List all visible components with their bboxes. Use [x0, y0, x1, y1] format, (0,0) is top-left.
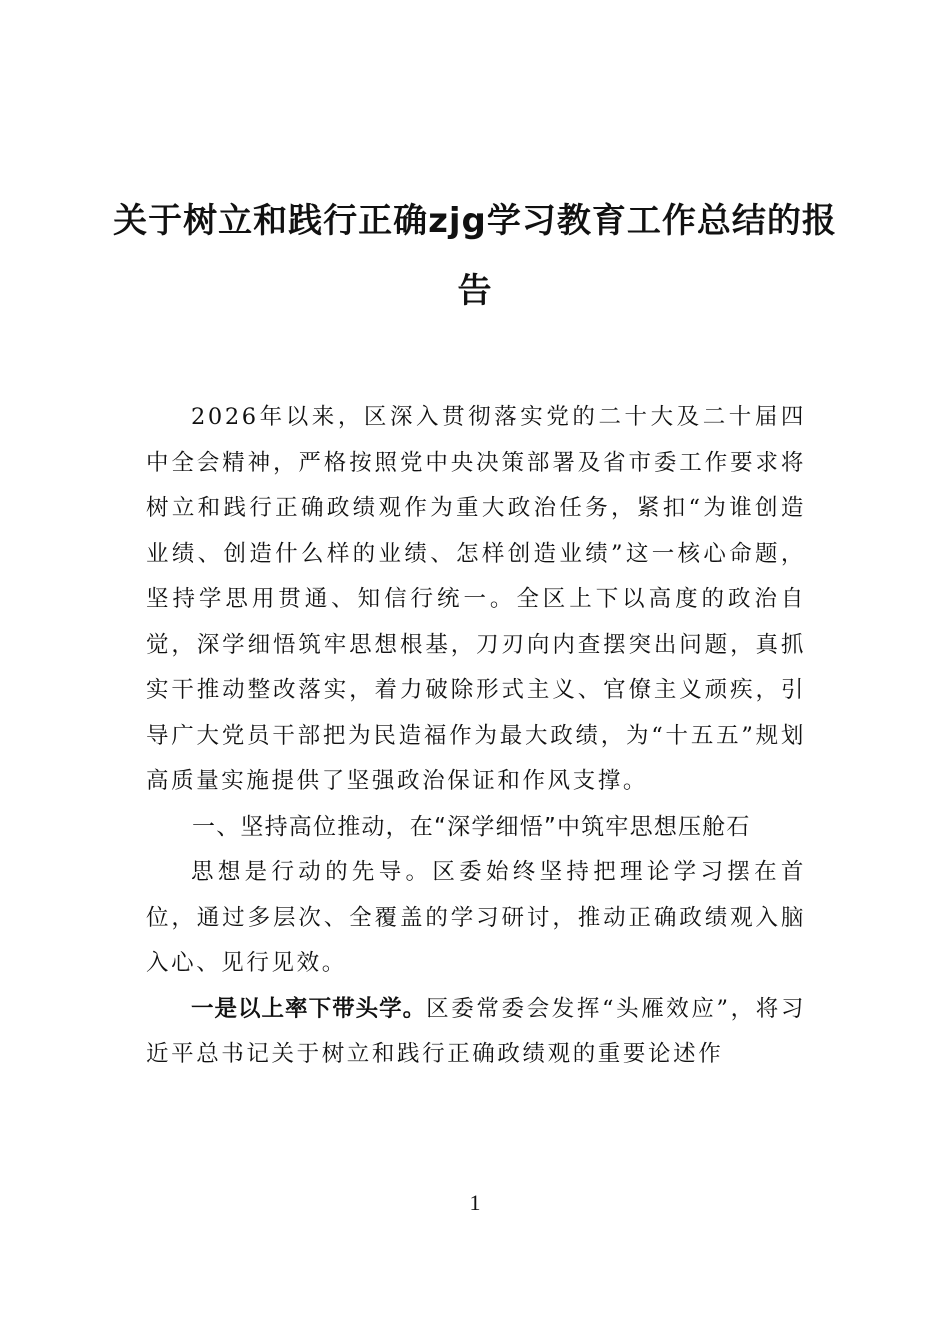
page-number: 1: [469, 1190, 481, 1215]
point-text-1: 区委常委会发挥“头雁效应”，将习近平总书记关于树立和践行正确政绩观的重要论述作: [146, 995, 806, 1067]
intro-paragraph: 2026年以来，区深入贯彻落实党的二十大及二十届四中全会精神，严格按照党中央决策部署及省市委工作要求将树立和践行正确政绩观作为重大政治任务，紧扣“为谁创造业绩、创造什么样的业绩、怎样创造业绩”这一核心命题，坚持学思用贯通、知信行统一。全区上下以高度的政治自觉，深学细悟筑牢思想根基，刀刃向内查摆突出问题，真抓实干推动整改落实，着力破除形式主义、官僚主义顽疾，引导广大党员干部把为民造福作为最大政绩，为“十五五”规划高质量实施提供了坚强政治保证和作风支撑。: [146, 404, 806, 794]
document-body: [146, 395, 806, 1078]
point-paragraph-1: [146, 987, 806, 1078]
point-lead-1: 一是以上率下带头学。: [191, 995, 427, 1022]
section-paragraph-1: 思想是行动的先导。区委始终坚持把理论学习摆在首位，通过多层次、全覆盖的学习研讨，推动正确政绩观入脑入心、见行见效。: [146, 859, 806, 976]
document-title: 关于树立和践行正确zjg学习教育工作总结的报告: [113, 201, 837, 311]
section-heading-1: 一、坚持高位推动，在“深学细悟”中筑牢思想压舱石: [192, 813, 751, 840]
